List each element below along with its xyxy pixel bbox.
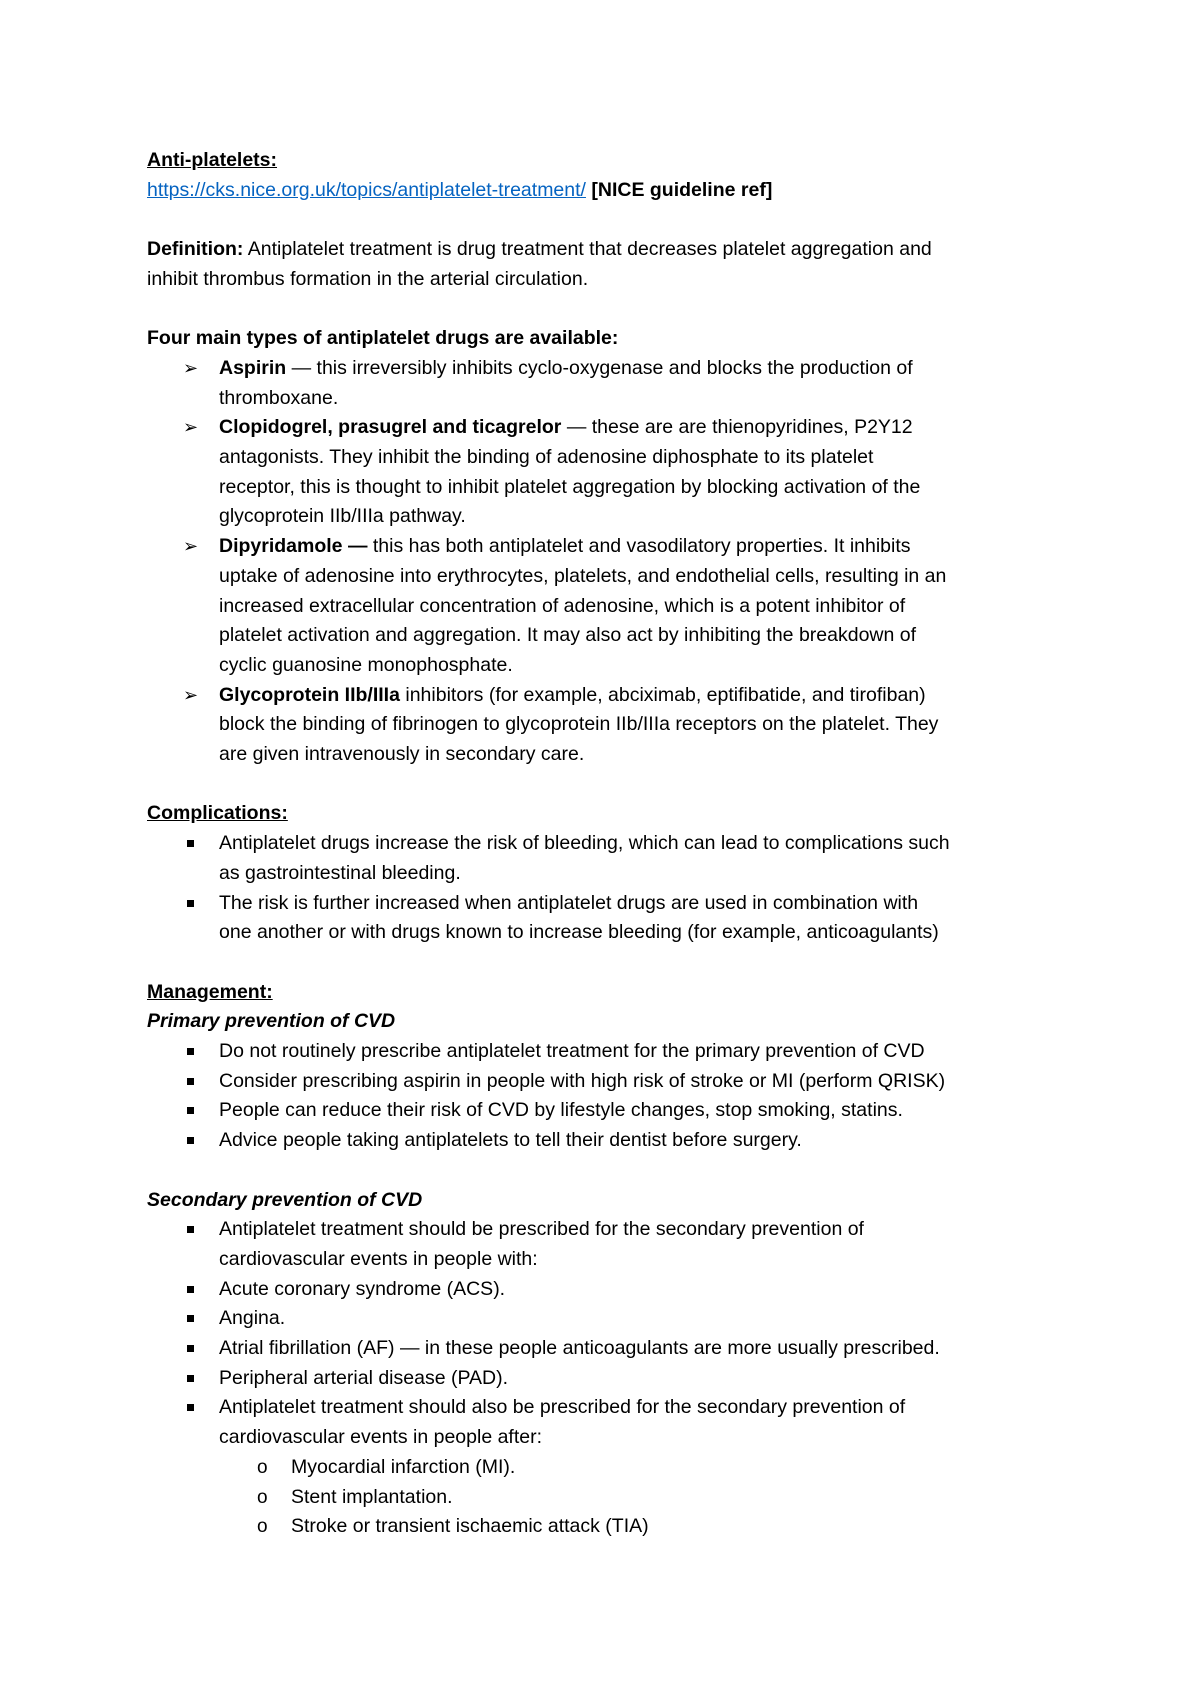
drug-type-item (147, 354, 1067, 413)
drug-name: Clopidogrel, prasugrel and ticagrelor (219, 416, 562, 439)
secondary-line: Angina. (219, 1307, 286, 1330)
arrow-bullet-icon: ➢ (183, 684, 199, 705)
secondary-line: cardiovascular events in people after: (219, 1426, 543, 1449)
page-title: Anti-platelets: (147, 149, 278, 171)
secondary-line: cardiovascular events in people with: (219, 1247, 538, 1270)
square-bullet-icon (187, 1345, 194, 1352)
spacer (147, 948, 1067, 978)
primary-line: Advice people taking antiplatelets to tell their dentist before surgery. (219, 1129, 802, 1152)
square-bullet-icon (187, 900, 194, 907)
definition-label: Definition: (147, 238, 244, 261)
drug-type-line: platelet activation and aggregation. It may also act by inhibiting the breakdown of (219, 624, 917, 647)
secondary-item (147, 1304, 1067, 1334)
drug-type-item (147, 532, 1067, 681)
square-bullet-icon (187, 1315, 194, 1322)
complication-item (147, 829, 1067, 888)
circle-bullet-icon: o (257, 1456, 268, 1478)
definition-text-1: Antiplatelet treatment is drug treatment that decreases platelet aggregation and (243, 238, 932, 261)
document-page (147, 146, 1067, 1542)
square-bullet-icon (187, 1404, 194, 1411)
square-bullet-icon (187, 1137, 194, 1144)
square-bullet-icon (187, 1226, 194, 1233)
complication-line: as gastrointestinal bleeding. (219, 861, 461, 884)
square-bullet-icon (187, 1107, 194, 1114)
subitem-line: Stroke or transient ischaemic attack (TIA) (291, 1515, 649, 1538)
complications-heading: Complications: (147, 802, 288, 825)
definition-line-2: inhibit thrombus formation in the arterial circulation. (147, 267, 589, 290)
nice-link[interactable]: https://cks.nice.org.uk/topics/antiplatelet-treatment/ (147, 178, 586, 201)
subitem-line: Myocardial infarction (MI). (291, 1455, 516, 1478)
primary-prevention-heading: Primary prevention of CVD (147, 1010, 396, 1033)
drug-type-line: thromboxane. (219, 386, 339, 409)
spacer (147, 295, 1067, 325)
drug-type-line: block the binding of fibrinogen to glycoprotein IIb/IIIa receptors on the platelet. They (219, 713, 939, 736)
drug-type-item (147, 681, 1067, 770)
drug-desc: — these are are thienopyridines, P2Y12 (561, 416, 913, 439)
drug-name: Aspirin (219, 356, 287, 379)
circle-bullet-icon: o (257, 1516, 268, 1538)
secondary-line: Antiplatelet treatment should be prescribed for the secondary prevention of (219, 1218, 864, 1241)
drug-type-line: glycoprotein IIb/IIIa pathway. (219, 505, 466, 528)
square-bullet-icon (187, 1286, 194, 1293)
square-bullet-icon (187, 1048, 194, 1055)
definition-line-1 (147, 235, 1067, 265)
drug-type-line: antagonists. They inhibit the binding of adenosine diphosphate to its platelet (219, 446, 874, 468)
secondary-item (147, 1275, 1067, 1305)
drug-desc: this has both antiplatelet and vasodilatory properties. It inhibits (367, 535, 911, 558)
reference-label: [NICE guideline ref] (585, 178, 773, 201)
complication-line: one another or with drugs known to increase bleeding (for example, anticoagulants) (219, 921, 939, 944)
square-bullet-icon (187, 840, 194, 847)
primary-item (147, 1037, 1067, 1067)
secondary-line: Peripheral arterial disease (PAD). (219, 1366, 509, 1389)
circle-bullet-icon: o (257, 1486, 268, 1508)
subitem-line: Stent implantation. (291, 1485, 453, 1508)
drug-type-line: uptake of adenosine into erythrocytes, platelets, and endothelial cells, resulting in an (219, 564, 947, 587)
secondary-item (147, 1334, 1067, 1364)
square-bullet-icon (187, 1078, 194, 1085)
arrow-bullet-icon: ➢ (183, 417, 199, 438)
drug-type-line (219, 532, 1067, 562)
primary-item (147, 1126, 1067, 1156)
primary-line: People can reduce their risk of CVD by lifestyle changes, stop smoking, statins. (219, 1099, 903, 1122)
arrow-bullet-icon: ➢ (183, 357, 199, 378)
square-bullet-icon (187, 1375, 194, 1382)
primary-item (147, 1067, 1067, 1097)
secondary-item (147, 1393, 1067, 1452)
secondary-line: Acute coronary syndrome (ACS). (219, 1277, 506, 1300)
secondary-line: Antiplatelet treatment should also be prescribed for the secondary prevention of (219, 1396, 906, 1419)
arrow-bullet-icon: ➢ (183, 536, 199, 557)
drug-type-line: are given intravenously in secondary care. (219, 743, 585, 766)
drug-type-item (147, 413, 1067, 532)
drug-type-line (219, 354, 1067, 384)
types-heading: Four main types of antiplatelet drugs are available: (147, 327, 619, 350)
drug-desc: — this irreversibly inhibits cyclo-oxygenase and blocks the production of (286, 356, 913, 379)
secondary-subitem (147, 1512, 1067, 1542)
secondary-subitem (147, 1453, 1067, 1483)
primary-line: Consider prescribing aspirin in people with high risk of stroke or MI (perform QRISK) (219, 1069, 946, 1092)
spacer (147, 1156, 1067, 1186)
secondary-item (147, 1215, 1067, 1274)
secondary-prevention-heading: Secondary prevention of CVD (147, 1188, 423, 1211)
drug-type-line (219, 413, 1067, 443)
drug-type-line: increased extracellular concentration of adenosine, which is a potent inhibitor of (219, 594, 906, 617)
primary-line: Do not routinely prescribe antiplatelet treatment for the primary prevention of CVD (219, 1040, 925, 1063)
drug-name: Dipyridamole — (219, 535, 368, 558)
drug-name: Glycoprotein IIb/IIIa (219, 683, 400, 706)
drug-type-line: cyclic guanosine monophosphate. (219, 653, 513, 676)
management-heading: Management: (147, 980, 273, 1003)
drug-type-line (219, 681, 1067, 711)
reference-line (147, 176, 1067, 206)
secondary-subitem (147, 1483, 1067, 1513)
primary-item (147, 1096, 1067, 1126)
complication-line: The risk is further increased when antiplatelet drugs are used in combination with (219, 891, 919, 914)
secondary-line: Atrial fibrillation (AF) — in these people anticoagulants are more usually prescribed. (219, 1337, 940, 1360)
complication-line: Antiplatelet drugs increase the risk of bleeding, which can lead to complications such (219, 832, 950, 855)
drug-desc: inhibitors (for example, abciximab, eptifibatide, and tirofiban) (399, 683, 926, 706)
drug-type-line: receptor, this is thought to inhibit platelet aggregation by blocking activation of the (219, 475, 921, 498)
secondary-item (147, 1364, 1067, 1394)
spacer (147, 205, 1067, 235)
complication-item (147, 889, 1067, 948)
spacer (147, 770, 1067, 800)
